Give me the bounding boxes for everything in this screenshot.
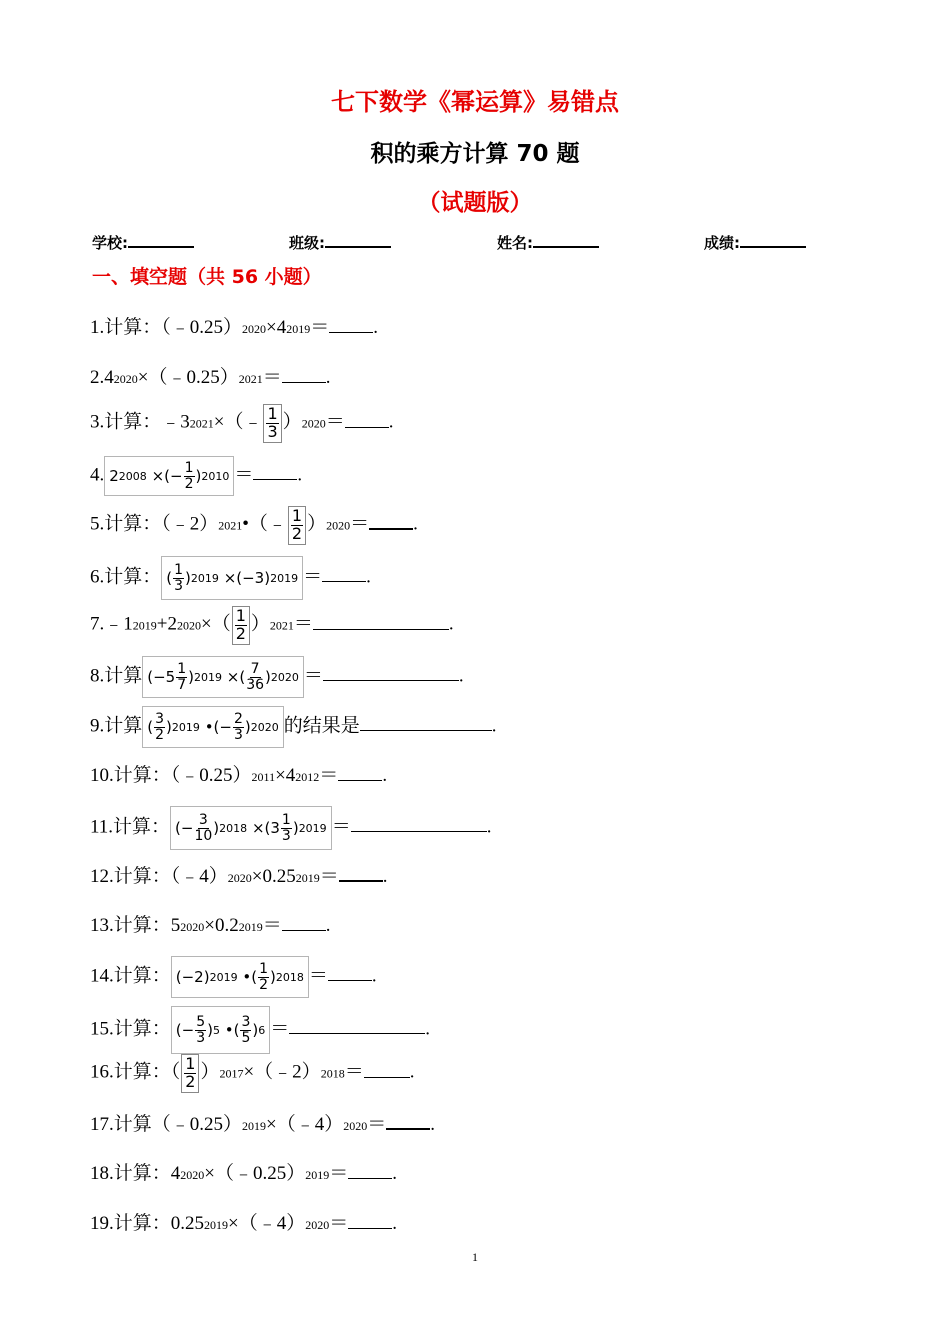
class-field: 班级: [289, 232, 391, 253]
fraction: $\frac{1}{3}$ [263, 404, 281, 443]
question-5: 5.计算：（﹣2）2021•（﹣ $\frac{1}{2}$ ）2020＝ . [90, 506, 418, 543]
question-16: 16.计算：（ $\frac{1}{2}$ ）2017×（﹣2）2018＝ . [90, 1054, 415, 1091]
school-field: 学校: [92, 232, 194, 253]
fraction: $\frac{1}{2}$ [288, 506, 306, 545]
question-14: 14.计算： (−2) 2019 •( 1 2 ) 2018 ＝ . [90, 956, 377, 998]
question-13: 13.计算：52020×0.22019＝ . [90, 915, 331, 936]
answer-blank[interactable] [386, 1112, 430, 1130]
student-info-row [0, 232, 950, 256]
answer-blank[interactable] [369, 512, 413, 530]
answer-blank[interactable] [313, 613, 449, 630]
question-7: 7.﹣12019+22020×（ $\frac{1}{2}$ ）2021＝ . [90, 606, 454, 643]
name-field: 姓名: [497, 232, 599, 253]
question-9: 9.计算 ( 3 2 ) 2019 •(− $\frac{2}{3}$ ) 2020 的结果是 . [90, 706, 497, 748]
question-4: 4. 2 2008 ×(− $\frac{1}{2}$ ) 2010 ＝ . [90, 456, 302, 496]
math-image: ( 3 2 ) 2019 •(− $\frac{2}{3}$ ) 2020 [142, 706, 283, 748]
document-version: （试题版） [417, 190, 533, 216]
math-image: (−5 1 7 ) 2019 ×( 7 36 ) 2020 [142, 656, 304, 698]
question-17: 17.计算（﹣0.25）2019×（﹣4）2020＝ . [90, 1114, 435, 1135]
class-blank[interactable] [325, 232, 391, 248]
answer-blank[interactable] [351, 815, 487, 832]
document-title: 七下数学《幂运算》易错点 [331, 88, 619, 116]
answer-blank[interactable] [348, 1212, 392, 1229]
math-image: (− 3 10 ) 2018 ×(3 1 3 ) 2019 [170, 806, 332, 850]
question-10: 10.计算：（﹣0.25）2011×42012＝ . [90, 765, 388, 786]
answer-blank[interactable] [348, 1162, 392, 1179]
answer-blank[interactable] [329, 316, 373, 333]
answer-blank[interactable] [282, 914, 326, 931]
math-image: 2 2008 ×(− $\frac{1}{2}$ ) 2010 [104, 456, 234, 496]
question-6: 6.计算： ( 1 3 ) 2019 ×(−3) 2019 ＝ . [90, 556, 371, 600]
fraction: $\frac{1}{2}$ [232, 606, 250, 645]
answer-blank[interactable] [282, 366, 326, 383]
math-image: ( 1 3 ) 2019 ×(−3) 2019 [161, 556, 303, 600]
question-3: 3.计算：﹣32021×（﹣ $\frac{1}{3}$ ）2020＝ . [90, 404, 394, 441]
document-subtitle: 积的乘方计算 70 题 [370, 141, 580, 167]
score-blank[interactable] [740, 232, 806, 248]
answer-blank[interactable] [253, 463, 297, 480]
answer-blank[interactable] [360, 714, 492, 731]
math-image: (− 5 3 ) 5 •( 3 5 ) 6 [171, 1006, 270, 1054]
answer-blank[interactable] [338, 764, 382, 781]
question-15: 15.计算： (− 5 3 ) 5 •( 3 5 ) 6 ＝ . [90, 1006, 430, 1054]
section-title: 一、填空题（共 56 小题） [92, 266, 322, 288]
score-field: 成绩: [704, 232, 806, 253]
question-18: 18.计算：42020×（﹣0.25）2019＝ . [90, 1163, 397, 1184]
answer-blank[interactable] [339, 864, 383, 882]
answer-blank[interactable] [328, 964, 372, 981]
question-11: 11.计算： (− 3 10 ) 2018 ×(3 1 3 ) 2019 ＝ . [90, 806, 491, 850]
page-number: 1 [472, 1250, 478, 1264]
answer-blank[interactable] [345, 411, 389, 428]
fraction: $\frac{1}{2}$ [181, 1054, 199, 1093]
question-8: 8.计算 (−5 1 7 ) 2019 ×( 7 36 ) 2020 ＝ . [90, 656, 464, 698]
question-2: 2.42020×（﹣0.25）2021＝ . [90, 367, 331, 388]
answer-blank[interactable] [323, 664, 459, 681]
answer-blank[interactable] [289, 1017, 425, 1034]
school-blank[interactable] [128, 232, 194, 248]
answer-blank[interactable] [364, 1061, 410, 1078]
question-19: 19.计算：0.252019×（﹣4）2020＝ . [90, 1213, 397, 1234]
math-image: (−2) 2019 •( 1 2 ) 2018 [171, 956, 309, 998]
question-1: 1.计算：（﹣0.25）2020×42019＝ . [90, 317, 378, 338]
name-blank[interactable] [533, 232, 599, 248]
answer-blank[interactable] [322, 565, 366, 582]
question-12: 12.计算：（﹣4）2020×0.252019＝ . [90, 866, 388, 887]
